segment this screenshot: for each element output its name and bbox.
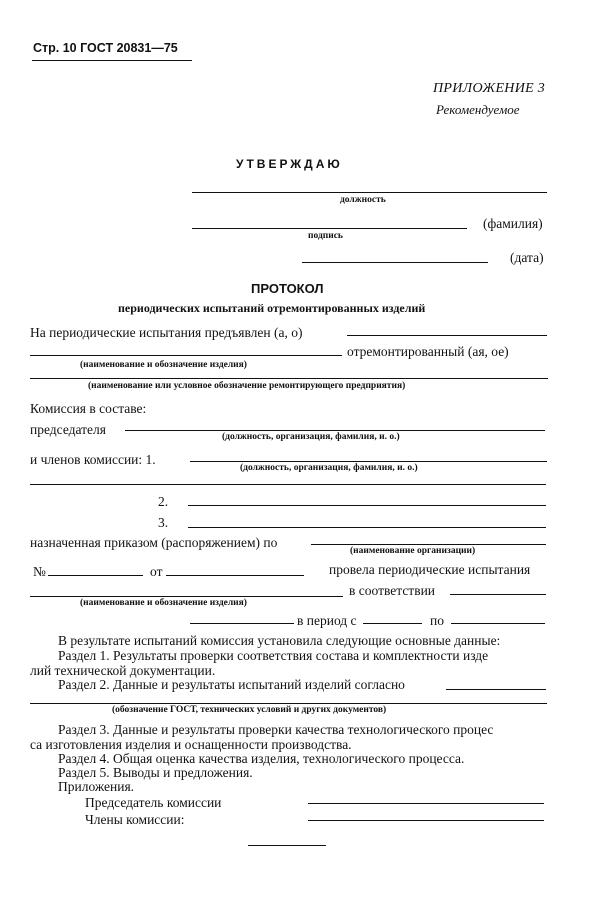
surname-label: (фамилия) — [483, 216, 543, 231]
signature-line[interactable] — [192, 228, 467, 229]
presented-field[interactable] — [347, 335, 547, 336]
caption-organization: (наименование организации) — [350, 546, 476, 556]
member-1-continuation[interactable] — [30, 484, 546, 485]
member-1-field[interactable] — [190, 461, 547, 462]
section-5-text: Раздел 5. Выводы и предложения. — [58, 765, 253, 780]
commission-text: Комиссия в составе: — [30, 401, 147, 416]
chairman-sign-field[interactable] — [308, 803, 544, 804]
order-date-field[interactable] — [166, 575, 304, 576]
position-line[interactable] — [192, 192, 547, 193]
position-caption: должность — [340, 195, 386, 205]
signature-caption: подпись — [308, 231, 343, 241]
tested-product-field[interactable] — [30, 596, 343, 597]
section-2-text: Раздел 2. Данные и результаты испытаний изделий согласно — [58, 677, 405, 692]
repaired-text: отремонтированный (ая, ое) — [347, 344, 509, 359]
attachments-text: Приложения. — [58, 779, 135, 794]
period-to-field[interactable] — [451, 623, 545, 624]
protocol-title: ПРОТОКОЛ — [251, 281, 324, 296]
appendix-subtitle: Рекомендуемое — [436, 102, 520, 117]
caption-gost: (обозначение ГОСТ, технических условий и других документов) — [112, 705, 387, 715]
from-text: от — [150, 564, 163, 579]
conducted-text: провела периодические испытания — [329, 562, 531, 577]
members-sign-label: Члены комиссии: — [85, 812, 185, 827]
date-line[interactable] — [302, 262, 488, 263]
chairman-sign-label: Председатель комиссии — [85, 795, 222, 810]
date-label: (дата) — [510, 250, 544, 265]
period-from-field[interactable] — [363, 623, 422, 624]
product-name-field[interactable] — [30, 355, 342, 356]
appendix-title: ПРИЛОЖЕНИЕ 3 — [433, 81, 546, 96]
members-sign-field[interactable] — [308, 820, 544, 821]
caption-person-2: (должность, организация, фамилия, и. о.) — [240, 463, 418, 473]
approval-title: УТВЕРЖДАЮ — [236, 157, 343, 171]
gost-field[interactable] — [30, 703, 547, 704]
quantity-field[interactable] — [190, 623, 294, 624]
page-reference: Стр. 10 ГОСТ 20831—75 — [33, 41, 178, 55]
closing-rule — [248, 845, 326, 846]
section-3-line-1: Раздел 3. Данные и результаты проверки качества технологического процес — [58, 722, 494, 737]
period-to-text: по — [430, 613, 444, 628]
section-1-line-2: лий технической документации. — [30, 663, 216, 678]
section-3-line-2: са изготовления изделия и оснащенности производства. — [30, 737, 352, 752]
caption-product-name-2: (наименование и обозначение изделия) — [80, 598, 247, 608]
results-paragraph: В результате испытаний комиссия установила следующие основные данные: — [58, 633, 501, 648]
protocol-subtitle: периодических испытаний отремонтированных изделий — [118, 301, 426, 315]
section-2-field[interactable] — [446, 689, 546, 690]
member-2-number: 2. — [158, 494, 169, 509]
caption-product-name: (наименование и обозначение изделия) — [80, 360, 247, 370]
member-3-field[interactable] — [188, 527, 546, 528]
enterprise-field[interactable] — [30, 378, 548, 379]
number-sign: № — [33, 564, 46, 579]
section-1-line-1: Раздел 1. Результаты проверки соответствия состава и комплектности изде — [58, 648, 489, 663]
member-3-number: 3. — [158, 515, 169, 530]
period-from-text: в период с — [297, 613, 357, 628]
caption-enterprise: (наименование или условное обозначение ремонтирующего предприятия) — [88, 381, 406, 391]
accordance-text: в соответствии — [349, 583, 436, 598]
header-underline — [32, 60, 192, 61]
presented-text: На периодические испытания предъявлен (а, о) — [30, 325, 303, 340]
accordance-field[interactable] — [450, 594, 546, 595]
members-text: и членов комиссии: 1. — [30, 452, 156, 467]
caption-person: (должность, организация, фамилия, и. о.) — [222, 432, 400, 442]
section-4-text: Раздел 4. Общая оценка качества изделия, технологического процесса. — [58, 751, 465, 766]
order-number-field[interactable] — [48, 575, 143, 576]
chairman-text: председателя — [30, 422, 106, 437]
member-2-field[interactable] — [188, 505, 546, 506]
chairman-field[interactable] — [125, 430, 545, 431]
organization-field[interactable] — [311, 544, 546, 545]
order-text: назначенная приказом (распоряжением) по — [30, 535, 278, 550]
